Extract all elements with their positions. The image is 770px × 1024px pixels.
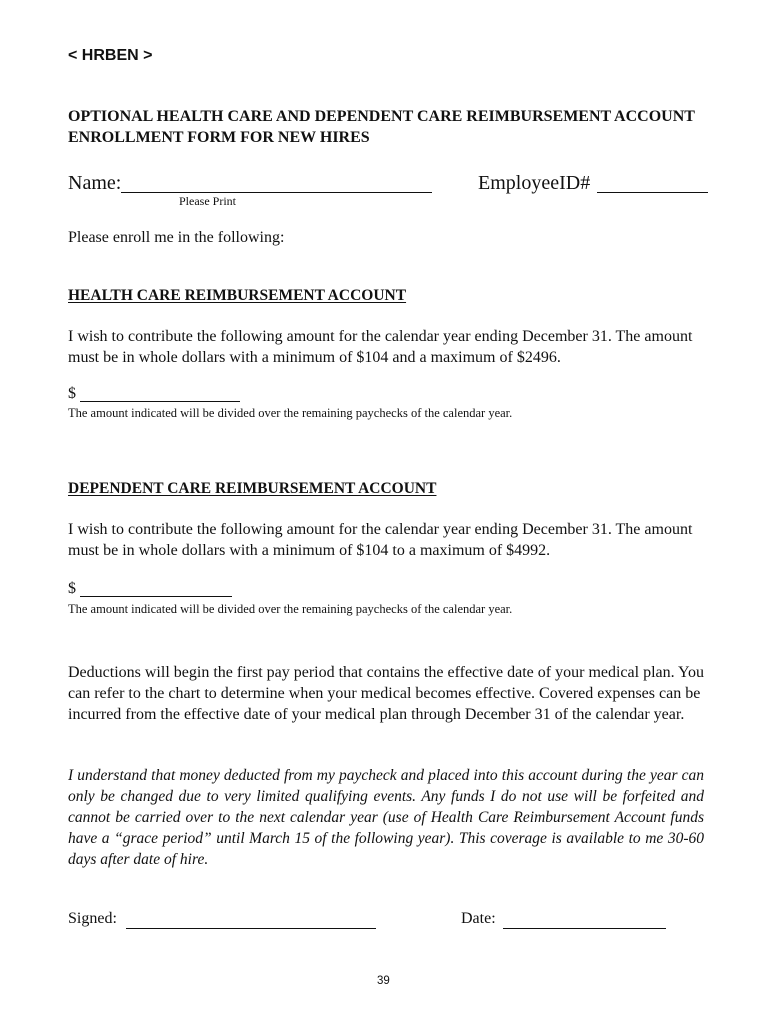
dependent-care-amount-field[interactable]	[80, 596, 232, 597]
dependent-care-description: I wish to contribute the following amount for the calendar year ending December 31. The amount must be in whole dollars with a minimum of $104 to a maximum of $4992.	[68, 521, 693, 559]
signature-field[interactable]	[126, 928, 376, 929]
dependent-care-dollar-sign: $	[68, 580, 76, 597]
name-label: Name:	[68, 172, 122, 194]
health-care-description: I wish to contribute the following amount for the calendar year ending December 31. The amount must be in whole dollars with a minimum of $104 and a maximum of $2496.	[68, 328, 693, 366]
date-label: Date:	[461, 910, 496, 927]
date-field[interactable]	[503, 928, 666, 929]
employee-id-label: EmployeeID#	[478, 172, 591, 194]
health-care-amount-field[interactable]	[80, 401, 240, 402]
signed-label: Signed:	[68, 910, 117, 927]
health-care-note: The amount indicated will be divided over the remaining paychecks of the calendar year.	[68, 406, 513, 420]
dependent-care-heading: DEPENDENT CARE REIMBURSEMENT ACCOUNT	[68, 480, 437, 497]
name-hint: Please Print	[179, 194, 236, 208]
name-field[interactable]	[121, 192, 432, 193]
enroll-intro: Please enroll me in the following:	[68, 229, 285, 246]
page-number: 39	[377, 975, 390, 987]
acknowledgement-paragraph: I understand that money deducted from my paycheck and placed into this account during the year can only be changed due to very limited qualifying events. Any funds I do not use will be forfeited and cannot be carried over to the next calendar year (use of Health Care Reimbursement Account funds have a “grace period” until March 15 of the following year). This coverage is available to me 30-60 days after date of hire.	[68, 767, 704, 868]
form-title: OPTIONAL HEALTH CARE AND DEPENDENT CARE REIMBURSEMENT ACCOUNT ENROLLMENT FORM FOR NEW HIRES	[68, 108, 695, 146]
health-care-heading: HEALTH CARE REIMBURSEMENT ACCOUNT	[68, 287, 407, 304]
health-care-dollar-sign: $	[68, 385, 76, 402]
dependent-care-note: The amount indicated will be divided over the remaining paychecks of the calendar year.	[68, 602, 513, 616]
deductions-paragraph: Deductions will begin the first pay period that contains the effective date of your medical plan. You can refer to the chart to determine when your medical becomes effective. Covered expenses can be incurred from the effective date of your medical plan through December 31 of the calendar year.	[68, 664, 704, 723]
employee-id-field[interactable]	[597, 192, 708, 193]
form-code-header: < HRBEN >	[68, 47, 153, 64]
